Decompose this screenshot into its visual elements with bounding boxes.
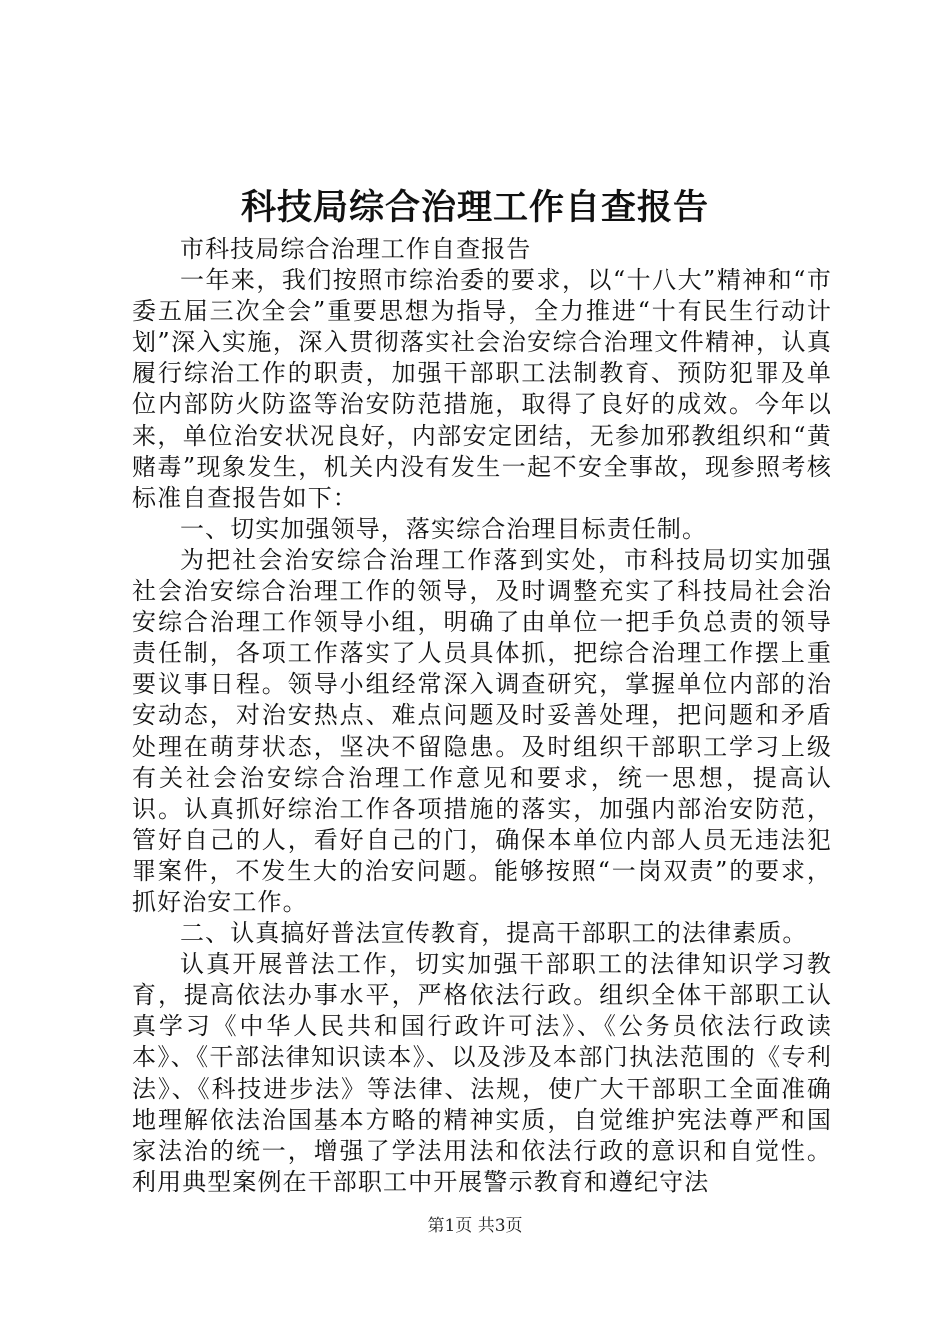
paragraph-section-2: 认真开展普法工作，切实加强干部职工的法律知识学习教育，提高依法办事水平，严格依法行政。组织全体干部职工认真学习《中华人民共和国行政许可法》、《公务员依法行政读本》、《干部法律知识读本》、以及涉及本部门执法范围的《专利法》、《科技进步法》等法律、法规，使广大干部职工全面准确地理解依法治国基本方略的精神实质，自觉维护宪法尊严和国家法治的统一，增强了学法用法和依法行政的意识和自觉性。利用典型案例在干部职工中开展警示教育和遵纪守法 <box>132 950 832 1196</box>
page-number-footer: 第1页 共3页 <box>427 1216 523 1236</box>
section-heading-1: 一、切实加强领导，落实综合治理目标责任制。 <box>180 514 708 543</box>
document-body <box>132 234 832 1198</box>
paragraph-intro: 一年来，我们按照市综治委的要求，以“十八大”精神和“市委五届三次全会”重要思想为指导，全力推进“十有民生行动计划”深入实施，深入贯彻落实社会治安综合治理文件精神，认真履行综治工作的职责，加强干部职工法制教育、预防犯罪及单位内部防火防盗等治安防范措施，取得了良好的成效。今年以来，单位治安状况良好，内部安定团结，无参加邪教组织和“黄赌毒”现象发生，机关内没有发生一起不安全事故，现参照考核标准自查报告如下： <box>132 266 832 512</box>
section-heading-2: 二、认真搞好普法宣传教育，提高干部职工的法律素质。 <box>180 919 808 948</box>
document-title: 科技局综合治理工作自查报告 <box>240 187 709 228</box>
paragraph-section-1: 为把社会治安综合治理工作落到实处，市科技局切实加强社会治安综合治理工作的领导，及时调整充实了科技局社会治安综合治理工作领导小组，明确了由单位一把手负总责的领导责任制，各项工作落实了人员具体抓，把综合治理工作摆上重要议事日程。领导小组经常深入调查研究，掌握单位内部的治安动态，对治安热点、难点问题及时妥善处理，把问题和矛盾处理在萌芽状态，坚决不留隐患。及时组织干部职工学习上级有关社会治安综合治理工作意见和要求，统一思想，提高认识。认真抓好综治工作各项措施的落实，加强内部治安防范，管好自己的人，看好自己的门，确保本单位内部人员无违法犯罪案件，不发生大的治安问题。能够按照“一岗双责”的要求，抓好治安工作。 <box>132 545 832 916</box>
paragraph-subtitle: 市科技局综合治理工作自查报告 <box>180 235 532 263</box>
